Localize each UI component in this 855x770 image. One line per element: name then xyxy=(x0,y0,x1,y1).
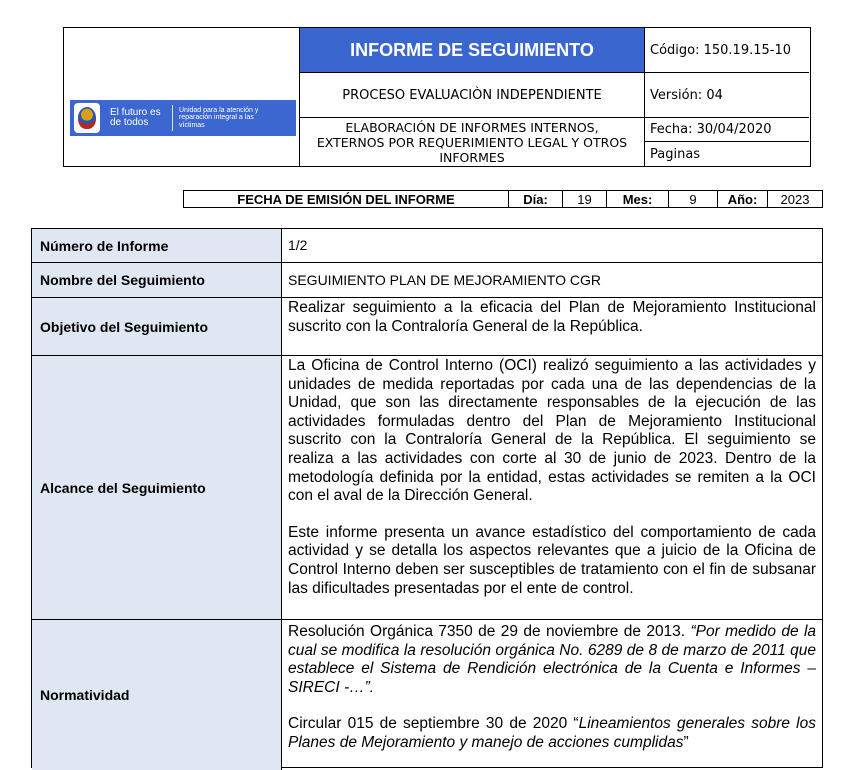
logo-entity-name: Unidad para la atención y reparación integral a las víctimas xyxy=(179,106,259,129)
process-name: PROCESO EVALUACIÒN INDEPENDIENTE xyxy=(300,73,644,118)
objective-row xyxy=(32,298,822,356)
regulation-1-text: Resolución Orgánica 7350 de 29 de noviembre de 2013. xyxy=(288,623,691,640)
document-header xyxy=(63,27,811,167)
header-metadata xyxy=(644,28,810,166)
header-middle xyxy=(300,28,644,166)
report-number-value: 1/2 xyxy=(288,237,308,254)
tracking-name-value: SEGUIMIENTO PLAN DE MEJORAMIENTO CGR xyxy=(288,271,601,288)
emission-label: FECHA DE EMISIÓN DEL INFORME xyxy=(184,191,509,207)
regulation-row xyxy=(32,620,822,770)
scope-paragraph-2: Este informe presenta un avance estadístico del comportamiento de cada actividad y se detalla los aspectos relevantes que a juicio de la Oficina de Control Interno deben ser susceptibles de tratamiento con el fin de subsanar las dificultades presentadas por el ente de control. xyxy=(288,523,816,597)
month-label: Mes: xyxy=(607,191,669,207)
regulation-item-1 xyxy=(288,623,816,697)
emission-date-table xyxy=(183,190,823,208)
scope-paragraph-1: La Oficina de Control Interno (OCI) realizó seguimiento a las actividades y unidades de medida reportadas por cada una de las dependencias de la Unidad, que son las directamente responsables de la ejecución de las actividades formuladas dentro del Plan de Mejoramiento Institucional suscrito con la Contraloría General de la República. El seguimiento se realiza a las actividades con corte al 30 de junio de 2023. Dentro de la metodología definida por la entidad, estas actividades se remiten a la OCI con el aval de la Dirección General. xyxy=(288,357,816,505)
regulation-2-text: Circular 015 de septiembre 30 de 2020 “ xyxy=(288,715,579,733)
document-date: Fecha: 30/04/2020 xyxy=(645,118,809,142)
logo-divider xyxy=(172,105,173,131)
report-number-row xyxy=(32,229,822,263)
tracking-name-label: Nombre del Seguimiento xyxy=(32,263,282,297)
document-version: Versión: 04 xyxy=(645,73,809,118)
year-label: Año: xyxy=(718,191,768,207)
day-label: Día: xyxy=(509,191,563,207)
regulation-2-end: ” xyxy=(683,733,689,751)
scope-label: Alcance del Seguimiento xyxy=(32,356,282,619)
report-number-label: Número de Informe xyxy=(32,229,282,262)
regulation-1-quote: “Por medido de la cual se modifica la resolución orgánica No. 6289 de 8 de marzo de 2011 que establece el Sistema de Rendición electrónica de la Cuenta e Informes – SIRECI -…”. xyxy=(288,623,817,696)
entity-logo xyxy=(70,100,296,136)
elaboration-text: ELABORACIÓN DE INFORMES INTERNOS, EXTERNOS POR REQUERIMIENTO LEGAL Y OTROS INFORMES xyxy=(316,119,628,165)
report-info-table xyxy=(31,228,823,768)
objective-label: Objetivo del Seguimiento xyxy=(32,298,282,355)
tracking-name-row xyxy=(32,263,822,298)
logo-slogan: El futuro es de todos xyxy=(110,107,161,128)
regulation-2-quote: Lineamientos generales sobre los Planes de Mejoramiento y manejo de acciones cumplidas xyxy=(288,715,816,751)
document-pages: Paginas xyxy=(650,146,701,162)
document-code: Código: 150.19.15-10 xyxy=(645,28,809,73)
objective-text: Realizar seguimiento a la eficacia del Plan de Mejoramiento Institucional suscrito con la Contraloría General de la República. xyxy=(288,299,816,335)
document-title: INFORME DE SEGUIMIENTO xyxy=(300,28,644,73)
month-value: 9 xyxy=(669,191,718,207)
regulation-value xyxy=(282,620,822,770)
logo-cell xyxy=(64,28,300,166)
day-value: 19 xyxy=(563,191,607,207)
objective-value xyxy=(282,298,822,355)
coat-of-arms-icon xyxy=(74,103,100,133)
scope-row xyxy=(32,356,822,620)
regulation-label: Normatividad xyxy=(32,620,282,770)
year-value: 2023 xyxy=(780,191,810,207)
scope-value xyxy=(282,356,822,619)
regulation-item-2 xyxy=(288,715,816,752)
